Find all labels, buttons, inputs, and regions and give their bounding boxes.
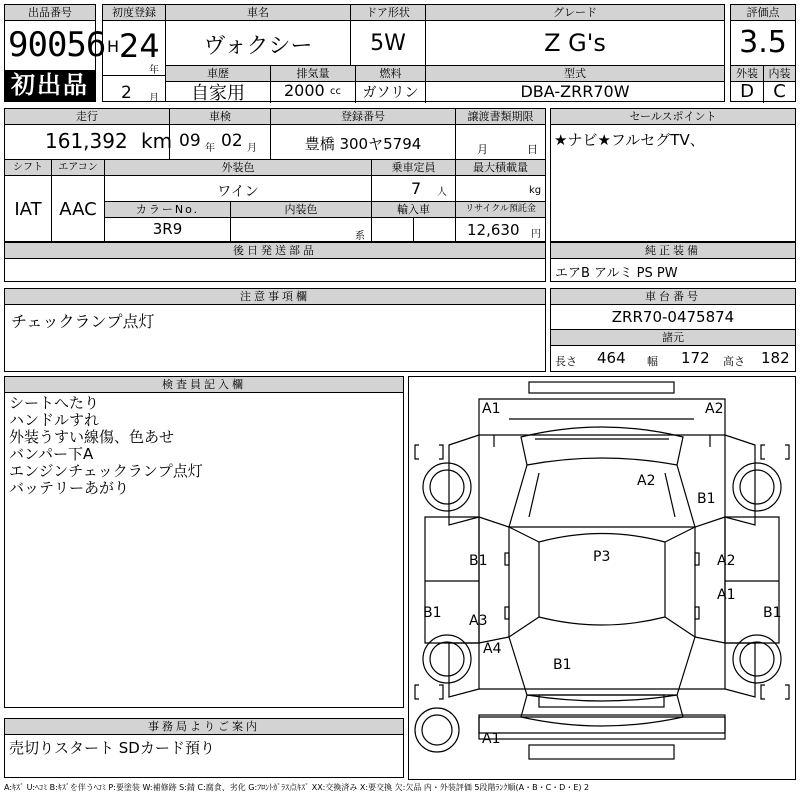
first-reg-label: 初度登録 xyxy=(103,5,165,21)
mileage-unit: km xyxy=(141,129,173,153)
displacement-label: 排気量 xyxy=(271,66,355,82)
color-no-label: カラーNo. xyxy=(105,202,230,218)
fuel-label: 燃料 xyxy=(356,66,425,82)
history: 自家用 xyxy=(191,83,245,104)
damage-mark: A3 xyxy=(469,613,488,629)
inspector-note: シートへたり xyxy=(9,394,100,412)
recycle-label: リサイクル預託金 xyxy=(456,202,545,218)
legend: A:ｷｽﾞ U:ﾍｺﾐ B:ｷｽﾞを伴うﾍｺﾐ P:要塗装 W:補修跡 S:錆 C:腐食、劣化 G:ﾌﾛﾝﾄｶﾞﾗｽ点ｷｽﾞ XX:交換済み X:要交換 欠:欠品 内・外装評価 5段階ﾗﾝｸ順(A・B・C・D・E) 2 xyxy=(4,783,590,792)
reg-no: 豊橋 300ヤ5794 xyxy=(304,135,422,153)
max-load-unit: kg xyxy=(529,185,542,196)
year-unit: 年 xyxy=(149,65,159,76)
chassis-box xyxy=(550,288,796,372)
lot-box xyxy=(4,4,106,102)
damage-mark: B1 xyxy=(763,605,782,621)
vehicle-info-box xyxy=(4,108,546,242)
damage-mark: A2 xyxy=(637,473,656,489)
first-lot-badge: 初出品 xyxy=(5,70,95,101)
reg-month: 2 xyxy=(121,83,132,103)
inspector-note: エンジンチェックランプ点灯 xyxy=(9,462,203,480)
first-reg-box xyxy=(102,4,166,102)
damage-diagram xyxy=(408,376,796,780)
dims-label: 諸元 xyxy=(551,329,795,346)
car-main-box xyxy=(165,4,725,102)
door-type: 5W xyxy=(370,31,406,56)
ac: AAC xyxy=(59,199,97,220)
door-label: ドア形状 xyxy=(351,5,425,21)
damage-mark: A1 xyxy=(482,731,501,747)
inspector-note: ハンドルすれ xyxy=(9,411,100,429)
damage-mark: B1 xyxy=(553,657,572,673)
int-label: 内装 xyxy=(764,66,795,82)
insp-month: 02 xyxy=(221,131,243,151)
model-label: 型式 xyxy=(426,66,724,82)
chassis-no: ZRR70-0475874 xyxy=(611,308,735,326)
lot-label: 出品番号 xyxy=(5,5,95,21)
damage-mark: A2 xyxy=(705,401,724,417)
caution: チェックランプ点灯 xyxy=(11,312,155,331)
later-parts-label: 後日発送部品 xyxy=(5,243,545,259)
mileage-label: 走行 xyxy=(5,109,169,125)
insp-month-unit: 月 xyxy=(247,143,257,154)
chassis-label: 車台番号 xyxy=(551,289,795,305)
capacity: 7 xyxy=(411,179,422,198)
shift-label: シフト xyxy=(5,160,51,176)
lot-number: 90056 xyxy=(8,25,106,65)
office-label: 事務局よりご案内 xyxy=(5,719,403,735)
color-no: 3R9 xyxy=(152,220,183,238)
inspector-notes xyxy=(9,395,203,497)
transfer-month: 月 xyxy=(477,143,488,156)
score-label: 評価点 xyxy=(731,5,795,21)
genuine-equipment: エアB アルミ PS PW xyxy=(555,266,678,281)
inspector-note: バッテリーあがり xyxy=(9,479,130,497)
capacity-unit: 人 xyxy=(437,187,447,198)
capacity-label: 乗車定員 xyxy=(372,160,455,176)
recycle-unit: 円 xyxy=(531,229,541,240)
int-color-unit: 系 xyxy=(355,231,365,242)
shift: IAT xyxy=(14,199,42,220)
later-parts-box xyxy=(4,242,546,282)
import-label: 輸入車 xyxy=(372,202,455,218)
car-name-label: 車名 xyxy=(166,5,350,21)
genuine-box xyxy=(550,242,796,282)
ext-color-label: 外装色 xyxy=(105,160,371,176)
ext-color: ワイン xyxy=(217,184,259,200)
sales-point-box xyxy=(550,108,796,242)
damage-mark: P3 xyxy=(593,549,611,565)
damage-mark: A1 xyxy=(717,587,736,603)
month-unit: 月 xyxy=(149,93,159,104)
int-color-label: 内装色 xyxy=(231,202,371,218)
ext-score: D xyxy=(740,81,754,102)
fuel: ガソリン xyxy=(362,85,419,101)
score-box xyxy=(730,4,796,102)
ext-label: 外装 xyxy=(731,66,763,82)
car-diagram-svg xyxy=(409,377,795,779)
inspection-label: 車検 xyxy=(170,109,270,125)
genuine-label: 純正装備 xyxy=(551,243,795,259)
transfer-day: 日 xyxy=(527,143,538,156)
recycle: 12,630 xyxy=(467,221,520,239)
width-label: 幅 xyxy=(647,355,658,368)
reg-year: 24 xyxy=(119,27,160,65)
office-note: 売切りスタート SDカード預り xyxy=(9,739,215,757)
grade-label: グレード xyxy=(426,5,724,21)
displacement-unit: cc xyxy=(330,86,341,97)
damage-mark: B1 xyxy=(697,491,716,507)
length-label: 長さ xyxy=(555,355,577,368)
mileage: 161,392 xyxy=(45,129,128,153)
damage-mark: B1 xyxy=(423,605,442,621)
ac-label: エアコン xyxy=(52,160,104,176)
inspector-box xyxy=(4,376,404,708)
damage-mark: A4 xyxy=(483,641,502,657)
height: 182 xyxy=(761,349,790,367)
insp-year: 09 xyxy=(179,131,201,151)
caution-box xyxy=(4,288,546,372)
insp-year-unit: 年 xyxy=(205,143,215,154)
inspector-label: 検査員記入欄 xyxy=(5,377,403,393)
int-score: C xyxy=(773,81,786,102)
sales-point-label: セールスポイント xyxy=(551,109,795,125)
office-box xyxy=(4,718,404,778)
max-load-label: 最大積載量 xyxy=(456,160,545,176)
caution-label: 注意事項欄 xyxy=(5,289,545,305)
transfer-label: 譲渡書類期限 xyxy=(456,109,545,125)
car-name: ヴォクシー xyxy=(203,34,313,59)
model: DBA-ZRR70W xyxy=(520,82,630,101)
grade: Z G's xyxy=(544,29,606,57)
width: 172 xyxy=(681,349,710,367)
score: 3.5 xyxy=(739,25,787,60)
damage-mark: A2 xyxy=(717,553,736,569)
era: H xyxy=(107,37,120,56)
displacement: 2000 xyxy=(284,81,325,100)
sales-point: ★ナビ★フルセグTV、 xyxy=(554,131,705,149)
inspector-note: 外装うすい線傷、色あせ xyxy=(9,428,175,446)
history-label: 車歴 xyxy=(166,66,270,82)
reg-no-label: 登録番号 xyxy=(271,109,455,125)
damage-mark: B1 xyxy=(469,553,488,569)
damage-mark: A1 xyxy=(482,401,501,417)
inspector-note: バンパー下A xyxy=(9,445,94,463)
height-label: 高さ xyxy=(723,355,745,368)
length: 464 xyxy=(597,349,626,367)
